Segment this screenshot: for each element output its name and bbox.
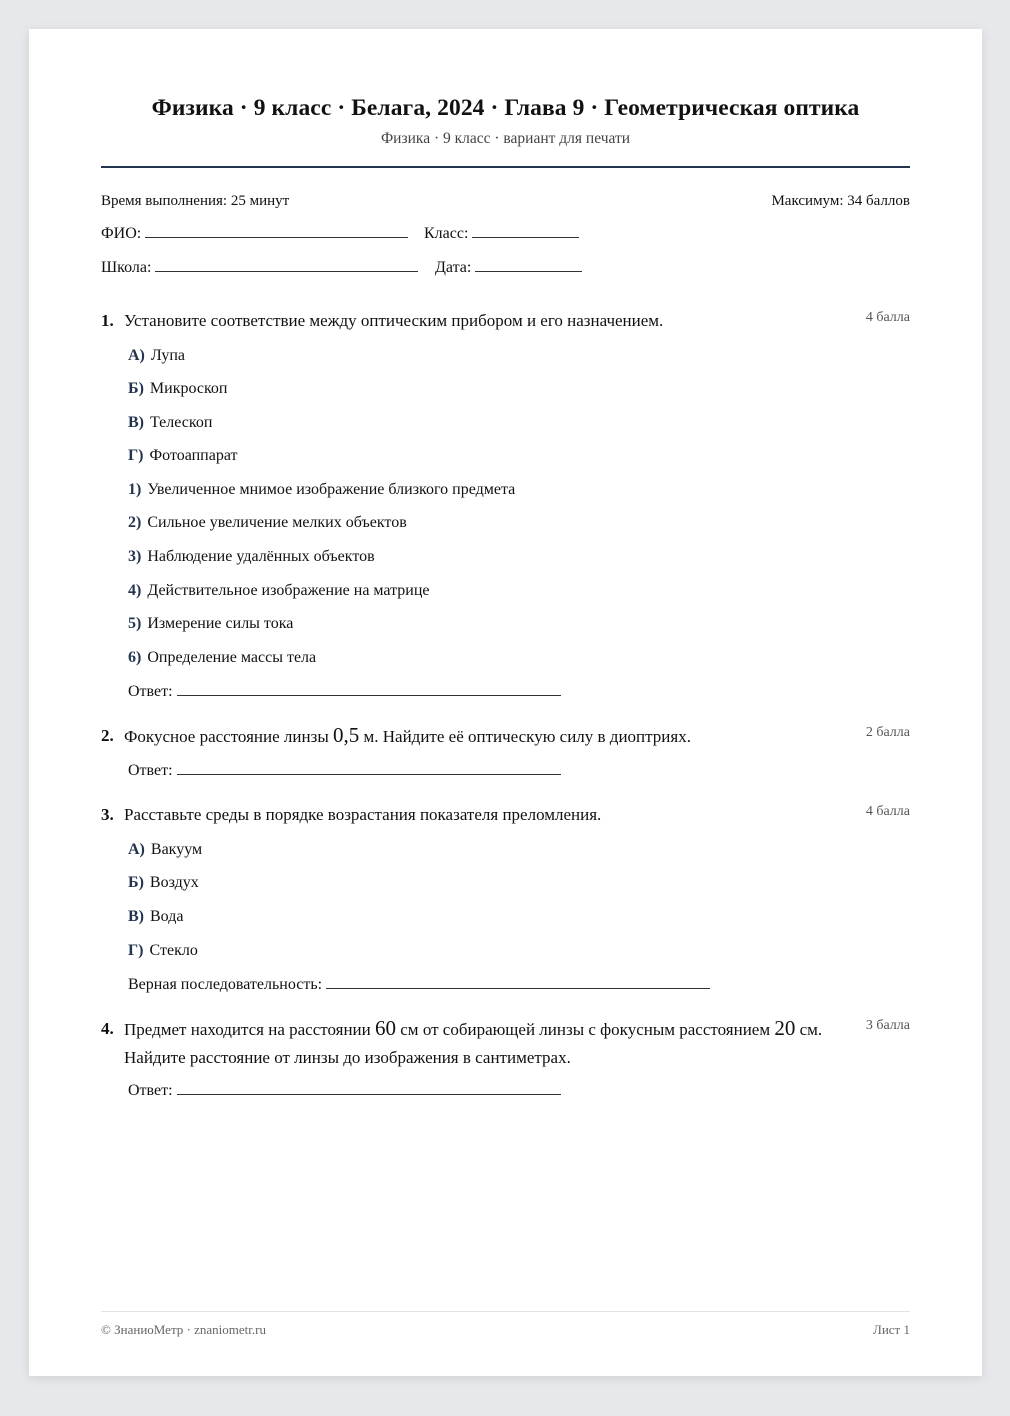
option-item [128, 615, 293, 633]
text-part: Предмет находится на расстоянии [124, 1020, 371, 1039]
text-part: Фокусное расстояние линзы [124, 727, 329, 746]
option-label: 2) [128, 514, 142, 531]
time-limit: Время выполнения: 25 минут [101, 193, 290, 209]
option-text: Телескоп [150, 414, 213, 431]
numeric-value: 0,5 [333, 723, 360, 747]
date-line[interactable] [475, 270, 582, 272]
page-subtitle: Физика · 9 класс · вариант для печати [380, 130, 631, 147]
answer-line[interactable] [177, 1093, 561, 1095]
question-points: 4 балла [865, 804, 910, 819]
option-item [128, 841, 202, 859]
question-number: 4. [101, 1019, 114, 1038]
option-label: 5) [128, 615, 142, 632]
question-number: 2. [101, 726, 114, 745]
option-item [128, 447, 238, 465]
option-item [128, 874, 199, 892]
answer-line[interactable] [326, 987, 710, 989]
answer-label: Верная последовательность: [128, 976, 323, 993]
school-label: Школа: [101, 259, 152, 276]
answer-label: Ответ: [128, 762, 173, 779]
option-text: Микроскоп [149, 380, 228, 397]
option-text: Стекло [149, 942, 198, 959]
fio-field[interactable] [101, 225, 408, 243]
footer-copyright: © ЗнаниоМетр · znaniometr.ru [101, 1322, 266, 1337]
option-text: Определение массы тела [147, 649, 317, 666]
option-item [128, 414, 212, 432]
worksheet-page [29, 29, 982, 1376]
option-label: В) [128, 908, 144, 925]
page-footer [101, 1322, 910, 1338]
page-title: Физика · 9 класс · Белага, 2024 · Глава 9 · Геометрическая оптика [151, 95, 860, 121]
option-label: А) [128, 347, 145, 364]
option-label: 4) [128, 582, 142, 599]
text-part: см. Найдите расстояние от линзы до изображения в сантиметрах. [124, 1020, 823, 1067]
page-number: Лист 1 [873, 1322, 910, 1337]
option-label: В) [128, 414, 144, 431]
option-text: Сильное увеличение мелких объектов [147, 514, 407, 531]
answer-line[interactable] [177, 773, 561, 775]
answer-field[interactable] [128, 683, 561, 701]
text-part: см от собирающей линзы с фокусным расстоянием [400, 1020, 771, 1039]
answer-line[interactable] [177, 694, 561, 696]
option-item [128, 380, 228, 398]
option-text: Наблюдение удалённых объектов [147, 548, 375, 565]
class-label: Класс: [424, 225, 469, 242]
fio-label: ФИО: [101, 225, 142, 242]
text-part: м. Найдите её оптическую силу в диоптриях. [363, 727, 691, 746]
question-text: Расставьте среды в порядке возрастания показателя преломления. [124, 805, 602, 824]
option-item [128, 347, 185, 365]
numeric-value: 60 [375, 1016, 397, 1040]
option-label: 1) [128, 481, 142, 498]
option-label: Б) [128, 874, 144, 891]
option-text: Воздух [149, 874, 199, 891]
school-line[interactable] [155, 270, 418, 272]
option-label: Г) [128, 447, 144, 464]
option-item [128, 548, 375, 566]
option-item [128, 649, 316, 667]
question-text [124, 1014, 840, 1072]
question-text: Установите соответствие между оптическим прибором и его назначением. [124, 311, 664, 330]
question-number: 1. [101, 311, 114, 330]
page-content [101, 29, 910, 1376]
meta-row [101, 193, 910, 210]
option-text: Вода [150, 908, 184, 925]
question-points: 3 балла [865, 1018, 910, 1033]
date-field[interactable] [435, 259, 582, 277]
option-text: Измерение силы тока [147, 615, 294, 632]
question-text [124, 721, 844, 751]
option-text: Фотоаппарат [149, 447, 238, 464]
footer-divider [101, 1311, 910, 1312]
option-item [128, 514, 407, 532]
question-points: 2 балла [865, 725, 910, 740]
option-text: Вакуум [150, 841, 203, 858]
option-label: Г) [128, 942, 144, 959]
header-divider [101, 166, 910, 168]
option-text: Действительное изображение на матрице [147, 582, 430, 599]
question-number: 3. [101, 805, 114, 824]
class-field[interactable] [424, 225, 579, 243]
option-label: 6) [128, 649, 142, 666]
answer-field[interactable] [128, 1082, 561, 1100]
option-text: Лупа [150, 347, 186, 364]
question-points: 4 балла [865, 310, 910, 325]
option-label: 3) [128, 548, 142, 565]
option-item [128, 908, 183, 926]
option-item [128, 582, 430, 600]
option-label: Б) [128, 380, 144, 397]
option-item [128, 481, 515, 499]
option-text: Увеличенное мнимое изображение близкого предмета [147, 481, 516, 498]
class-line[interactable] [472, 236, 579, 238]
fio-line[interactable] [145, 236, 408, 238]
school-field[interactable] [101, 259, 418, 277]
answer-field[interactable] [128, 762, 561, 780]
date-label: Дата: [435, 259, 472, 276]
option-item [128, 942, 198, 960]
max-score: Максимум: 34 баллов [771, 193, 910, 209]
option-label: А) [128, 841, 145, 858]
answer-label: Ответ: [128, 683, 173, 700]
answer-label: Ответ: [128, 1082, 173, 1099]
answer-field[interactable] [128, 976, 710, 994]
numeric-value: 20 [774, 1016, 796, 1040]
